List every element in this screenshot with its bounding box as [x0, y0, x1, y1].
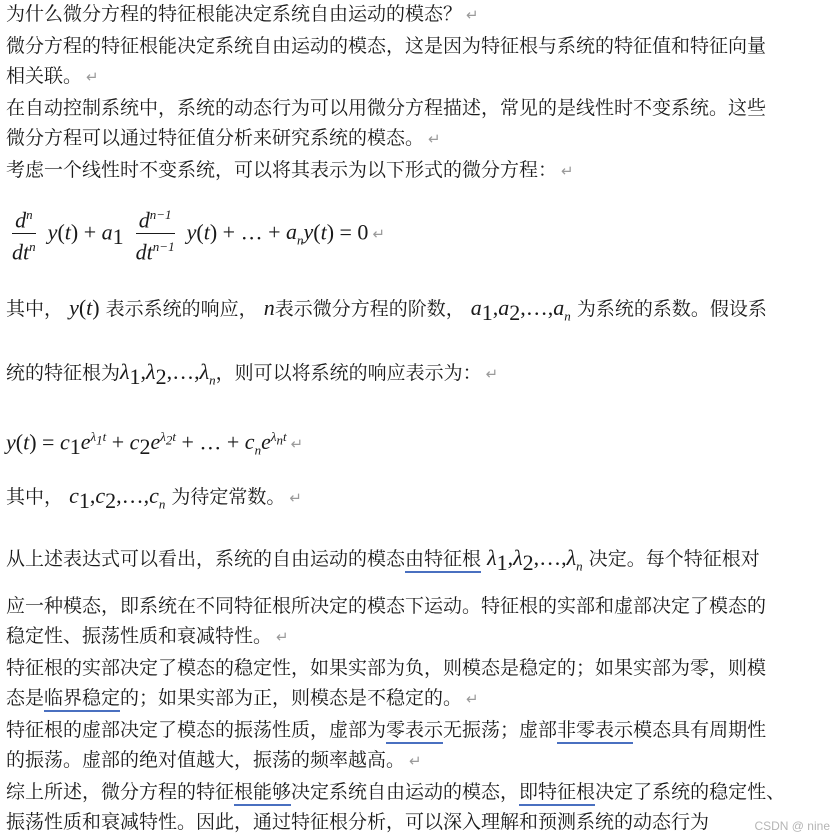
paragraph-mark: ↵ — [409, 752, 422, 770]
underlined-phrase: 即特征根 — [519, 781, 595, 806]
paragraph-mark: ↵ — [466, 6, 479, 24]
underlined-phrase: 非零表示 — [557, 719, 633, 744]
where2-line: 其中， $c_1,c_2,\dots,c_n$ 为待定常数。 ↵ — [6, 483, 302, 513]
paragraph-mark: ↵ — [276, 628, 289, 646]
underlined-phrase: 零表示 — [386, 719, 443, 744]
sum-line-1 — [6, 780, 785, 804]
where1-line: 其中， y(t) 表示系统的响应， n表示微分方程的阶数， $a_1,a_2,\dots,a_n$ 为系统的系数。假设系 — [6, 295, 767, 325]
where2-suffix: 为待定常数。 — [171, 486, 286, 508]
underlined-phrase: 根能够 — [234, 781, 291, 806]
answer-text-2: 相关联。 — [6, 65, 83, 87]
eig-prefix: 统的特征根为 — [6, 362, 121, 384]
underlined-phrase: 临界稳定 — [44, 687, 120, 712]
sum-text-2: 振荡性质和衰减特性。因此，通过特征根分析，可以深入理解和预测系统的动态行为 — [6, 811, 710, 833]
from-prefix: 从上述表达式可以看出，系统的自由运动的模态 — [6, 548, 406, 570]
imag-text-1a: 特征根的虚部决定了模态的振荡性质，虚部为 — [6, 719, 387, 741]
watermark: CSDN @ nine — [754, 819, 830, 833]
diff-equation: $\frac{d^n}{dt^n}$ $y(t) + a_1$ $\frac{d^{n-1}}{dt^{n-1}}$ y(t) + … + $a_ny(t) = 0$ ↵ — [6, 202, 385, 262]
sum-text-1c: 决定了系统的稳定性、 — [595, 781, 786, 803]
where2-prefix: 其中， — [6, 486, 64, 508]
where1-prefix: 其中， — [6, 298, 64, 320]
ctrl-text-2: 微分方程可以通过特征值分析来研究系统的模态。 — [6, 127, 425, 149]
ctrl-line-2 — [6, 126, 441, 151]
imag-text-2: 的振荡。虚部的绝对值越大，振荡的频率越高。 — [6, 749, 406, 771]
imag-text-1b: 无振荡；虚部 — [443, 719, 558, 741]
where1-order-text: 表示微分方程的阶数， — [274, 298, 465, 320]
imag-line-1 — [6, 718, 766, 742]
underlined-phrase: 由特征根 — [405, 548, 481, 573]
paragraph-mark: ↵ — [372, 225, 386, 244]
from-line: 从上述表达式可以看出，系统的自由运动的模态由特征根 $\lambda_1,\lambda_2,\dots,\lambda_n$ 决定。每个特征根对 — [6, 545, 760, 575]
question-text: 为什么微分方程的特征根能决定系统自由运动的模态？ — [6, 3, 463, 25]
sum-line-2 — [6, 810, 709, 834]
answer-line-1 — [6, 34, 766, 58]
real-text-2a: 态是 — [6, 687, 45, 709]
paragraph-mark: ↵ — [561, 162, 574, 180]
derivative-fraction-n: $\frac{d^n}{dt^n}$ — [9, 202, 39, 266]
answer-text-1: 微分方程的特征根能决定系统自由运动的模态，这是因为特征根与系统的特征值和特征向量 — [6, 35, 767, 57]
where1-coef-text: 为系统的系数。假设系 — [576, 298, 767, 320]
eig-line: 统的特征根为$\lambda_1,\lambda_2,\dots,\lambda_n$，则可以将系统的响应表示为： ↵ — [6, 359, 499, 389]
ctrl-text-1: 在自动控制系统中，系统的动态行为可以用微分方程描述，常见的是线性时不变系统。这些 — [6, 97, 767, 119]
question-line — [6, 2, 479, 27]
from-suffix: 决定。每个特征根对 — [588, 548, 760, 570]
each-line-1 — [6, 594, 766, 618]
each-text-1: 应一种模态，即系统在不同特征根所决定的模态下运动。特征根的实部和虚部决定了模态的 — [6, 595, 767, 617]
paragraph-mark: ↵ — [86, 68, 99, 86]
response-equation: $y(t) = c_1e^{\lambda_1t} + c_2e^{\lambda_2t}$ + … + $c_ne^{\lambda_nt}$ ↵ — [6, 429, 304, 460]
paragraph-mark: ↵ — [466, 690, 479, 708]
derivative-fraction-n-1: $\frac{d^{n-1}}{dt^{n-1}}$ — [133, 202, 178, 266]
real-text-1: 特征根的实部决定了模态的稳定性，如果实部为负，则模态是稳定的；如果实部为零，则模 — [6, 657, 767, 679]
consider-text: 考虑一个线性时不变系统，可以将其表示为以下形式的微分方程： — [6, 159, 558, 181]
where1-response-text: 表示系统的响应， — [105, 298, 258, 320]
ctrl-line-1 — [6, 96, 766, 120]
real-line-2 — [6, 686, 479, 711]
real-line-1 — [6, 656, 766, 680]
paragraph-mark: ↵ — [485, 365, 499, 383]
each-line-2 — [6, 624, 289, 649]
sum-text-1a: 综上所述，微分方程的特征 — [6, 781, 235, 803]
paragraph-mark: ↵ — [290, 435, 304, 454]
answer-line-2 — [6, 64, 99, 89]
eig-suffix: ，则可以将系统的响应表示为： — [215, 362, 482, 384]
real-text-2b: 的；如果实部为正，则模态是不稳定的。 — [120, 687, 463, 709]
each-text-2: 稳定性、振荡性质和衰减特性。 — [6, 625, 273, 647]
paragraph-mark: ↵ — [428, 130, 441, 148]
sum-text-1b: 决定系统自由运动的模态， — [291, 781, 520, 803]
imag-line-2 — [6, 748, 422, 773]
imag-text-1c: 模态具有周期性 — [633, 719, 767, 741]
consider-line — [6, 158, 574, 183]
paragraph-mark: ↵ — [289, 489, 302, 507]
